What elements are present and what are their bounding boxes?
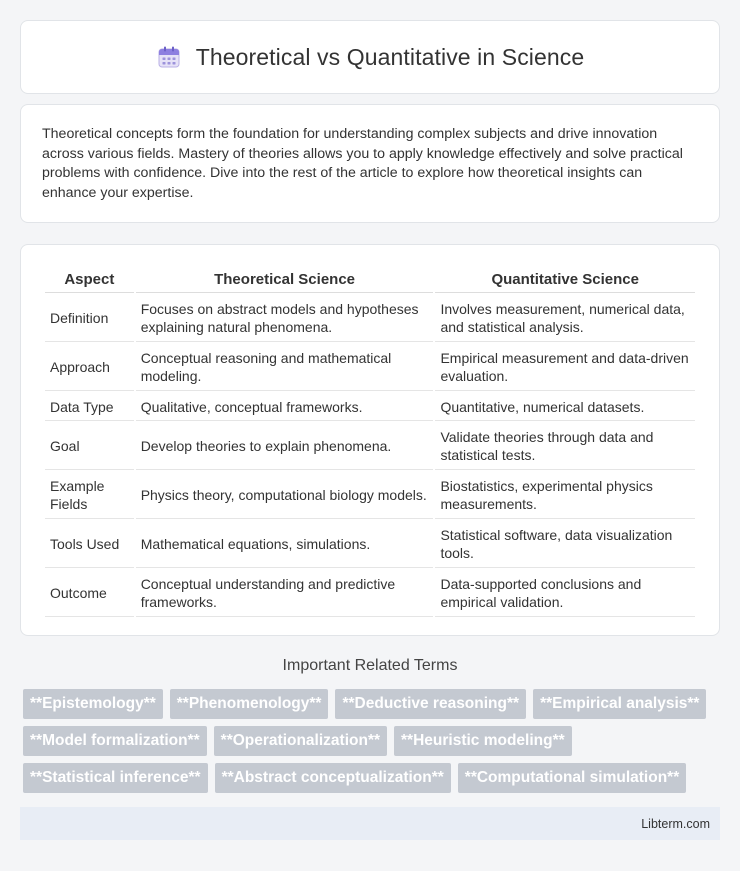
quantitative-cell: Data-supported conclusions and empirical validation. — [435, 570, 695, 617]
aspect-cell: Goal — [45, 423, 134, 470]
tag-row — [23, 689, 723, 719]
theoretical-cell: Develop theories to explain phenomena. — [136, 423, 434, 470]
theoretical-cell: Mathematical equations, simulations. — [136, 521, 434, 568]
table-row — [45, 393, 695, 421]
related-terms-list — [23, 689, 723, 800]
term-tag[interactable]: **Computational simulation** — [458, 763, 686, 793]
theoretical-cell: Physics theory, computational biology models. — [136, 472, 434, 519]
aspect-cell: Definition — [45, 295, 134, 342]
aspect-cell: Approach — [45, 344, 134, 391]
term-tag[interactable]: **Deductive reasoning** — [335, 689, 526, 719]
intro-card — [20, 104, 720, 223]
comparison-table — [43, 265, 697, 619]
aspect-cell: Tools Used — [45, 521, 134, 568]
table-header-row — [45, 267, 695, 293]
calendar-icon — [156, 44, 182, 70]
table-row — [45, 423, 695, 470]
term-tag[interactable]: **Phenomenology** — [170, 689, 329, 719]
aspect-cell: Data Type — [45, 393, 134, 421]
term-tag[interactable]: **Model formalization** — [23, 726, 207, 756]
term-tag[interactable]: **Empirical analysis** — [533, 689, 706, 719]
quantitative-cell: Empirical measurement and data-driven evaluation. — [435, 344, 695, 391]
quantitative-cell: Statistical software, data visualization tools. — [435, 521, 695, 568]
footer — [20, 807, 720, 840]
term-tag[interactable]: **Epistemology** — [23, 689, 163, 719]
table-row — [45, 521, 695, 568]
term-tag[interactable]: **Operationalization** — [214, 726, 387, 756]
aspect-cell: Example Fields — [45, 472, 134, 519]
theoretical-cell: Conceptual understanding and predictive frameworks. — [136, 570, 434, 617]
page-title: Theoretical vs Quantitative in Science — [195, 43, 585, 70]
theoretical-cell: Conceptual reasoning and mathematical modeling. — [136, 344, 434, 391]
column-header-theoretical: Theoretical Science — [136, 267, 434, 293]
tag-row — [23, 763, 723, 793]
table-row — [45, 344, 695, 391]
intro-text: Theoretical concepts form the foundation for understanding complex subjects and drive innovation across various fields. Mastery of theories allows you to apply knowledge effectively and solve practical problems with confidence. Dive into the rest of the article to explore how theoretical insights can enhance your expertise. — [42, 126, 683, 201]
term-tag[interactable]: **Heuristic modeling** — [394, 726, 572, 756]
table-row — [45, 570, 695, 617]
footer-site-link[interactable]: Libterm.com — [641, 816, 710, 831]
theoretical-cell: Focuses on abstract models and hypotheses explaining natural phenomena. — [136, 295, 434, 342]
aspect-cell: Outcome — [45, 570, 134, 617]
header-card — [20, 20, 720, 94]
theoretical-cell: Qualitative, conceptual frameworks. — [136, 393, 434, 421]
column-header-quantitative: Quantitative Science — [435, 267, 695, 293]
tag-row — [23, 726, 723, 756]
quantitative-cell: Biostatistics, experimental physics measurements. — [435, 472, 695, 519]
table-row — [45, 295, 695, 342]
quantitative-cell: Validate theories through data and statistical tests. — [435, 423, 695, 470]
table-row — [45, 472, 695, 519]
comparison-table-card — [20, 244, 720, 636]
quantitative-cell: Quantitative, numerical datasets. — [435, 393, 695, 421]
term-tag[interactable]: **Statistical inference** — [23, 763, 208, 793]
term-tag[interactable]: **Abstract conceptualization** — [215, 763, 451, 793]
related-terms-title: Important Related Terms — [282, 657, 458, 674]
column-header-aspect: Aspect — [45, 267, 134, 293]
quantitative-cell: Involves measurement, numerical data, and statistical analysis. — [435, 295, 695, 342]
